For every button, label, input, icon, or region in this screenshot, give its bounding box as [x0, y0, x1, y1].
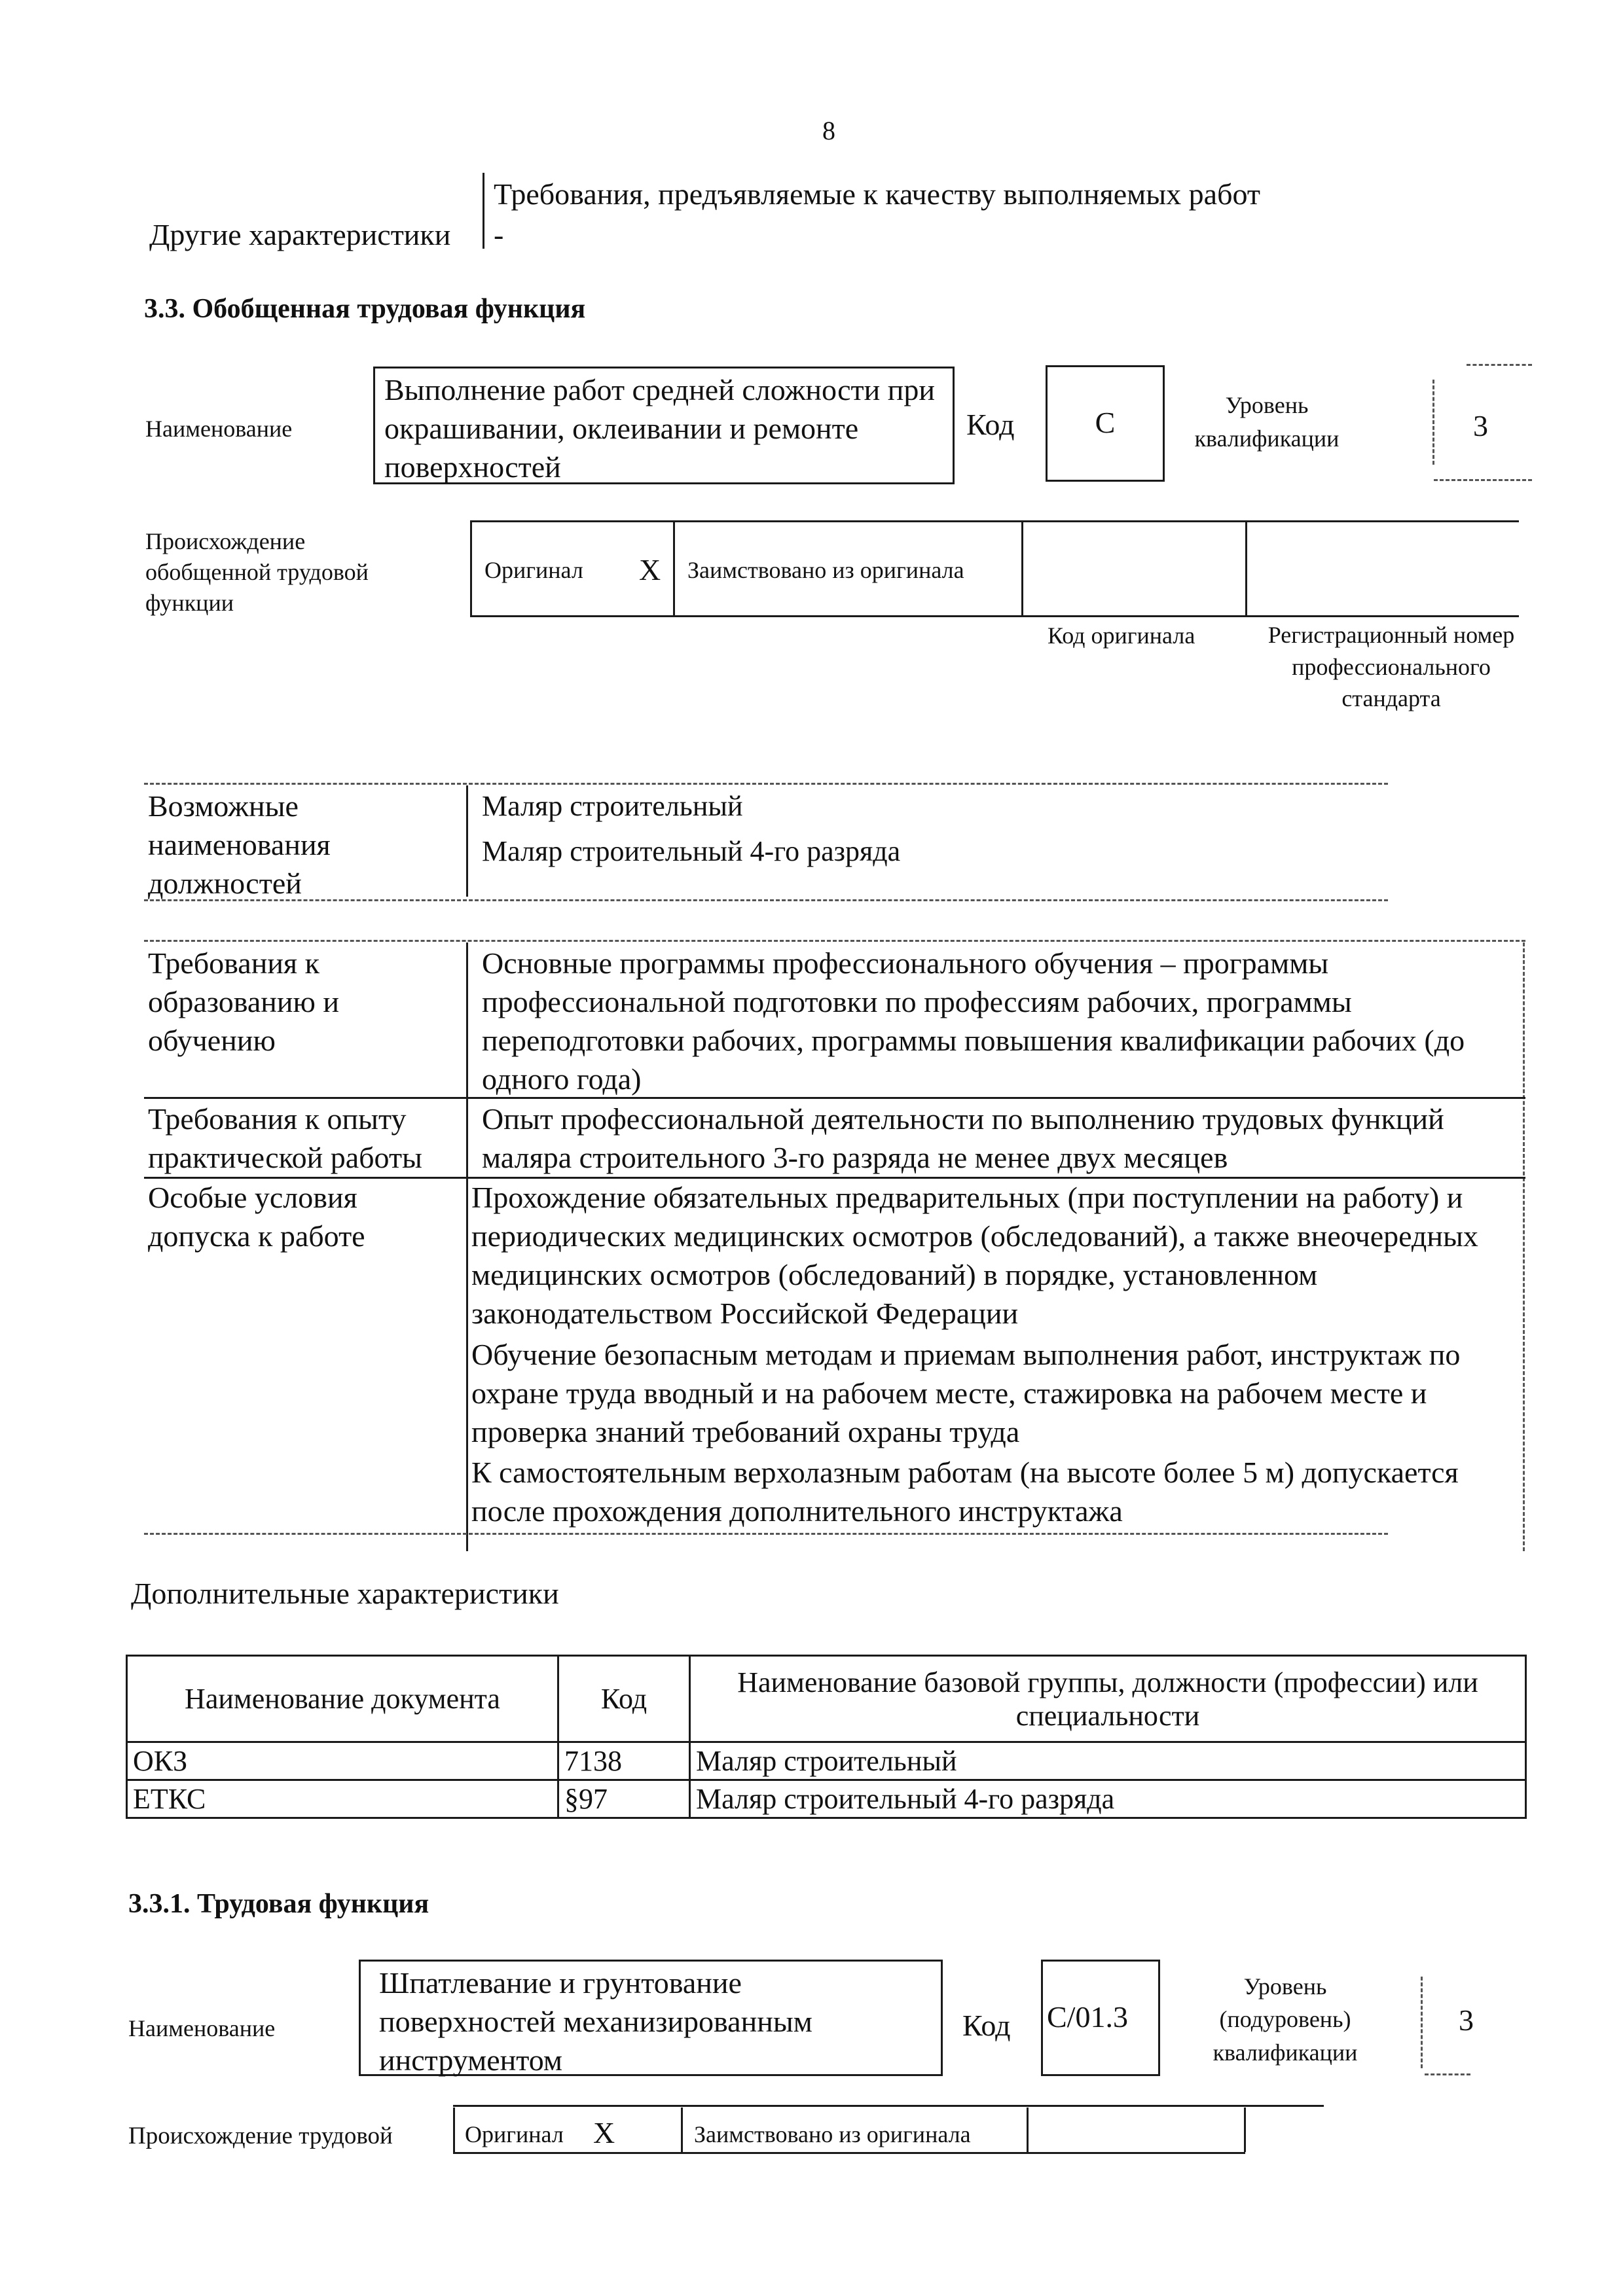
experience-label: Требования к опыту практической работы	[148, 1102, 422, 1174]
origin-vline-2	[673, 520, 675, 615]
other-characteristics-value: -	[494, 218, 504, 251]
tf-level-box-bottom	[1425, 2073, 1470, 2075]
position-item: Маляр строительный	[482, 790, 743, 822]
positions-divider	[466, 785, 468, 897]
extra-header-code: Код	[558, 1656, 690, 1742]
other-characteristics-label: Другие характеристики	[149, 218, 451, 251]
extra-header-name: Наименование базовой группы, должности (профессии) или специальности	[690, 1656, 1526, 1742]
extra-title: Дополнительные характеристики	[131, 1577, 559, 1610]
tf-origin-vline-1	[453, 2108, 455, 2152]
tf-origin-label: Происхождение трудовой	[128, 2123, 393, 2149]
table-row	[127, 1780, 1526, 1818]
gtf-code-value: C	[1095, 406, 1116, 439]
tf-level-value: 3	[1459, 2003, 1474, 2037]
gtf-heading: 3.3. Обобщенная трудовая функция	[144, 294, 586, 324]
tf-level-box-left	[1421, 1977, 1423, 2068]
tf-original-mark: X	[593, 2116, 615, 2149]
positions-top-line	[144, 783, 1388, 785]
origin-top-line	[470, 520, 1519, 522]
gtf-level-value: 3	[1473, 409, 1488, 442]
special-condition-1: Прохождение обязательных предварительных (при поступлении на работу) и периодических медицинских осмотров (обследований), а также внеочередных медицинских осмотров (обследований) в порядке, установленном законодательством Российской Федерации	[471, 1181, 1478, 1330]
gtf-original-mark: X	[639, 553, 661, 586]
tf-borrowed-label: Заимствовано из оригинала	[694, 2121, 971, 2147]
tf-origin-vline-2	[681, 2108, 683, 2152]
positions-bottom-line	[144, 899, 1388, 901]
extra-cell-name: Маляр строительный	[690, 1742, 1526, 1780]
gtf-code-label: Код	[966, 408, 1015, 441]
level-box-left	[1432, 380, 1434, 465]
tf-origin-bottom-line	[453, 2152, 1245, 2154]
tf-origin-top-line	[453, 2105, 1324, 2107]
special-conditions-label: Особые условия допуска к работе	[148, 1181, 365, 1253]
requirements-divider	[466, 942, 468, 1551]
extra-cell-document: ЕТКС	[127, 1780, 558, 1818]
origin-bottom-line	[470, 615, 1519, 617]
tf-original-label: Оригинал	[465, 2121, 564, 2147]
table-row	[127, 1742, 1526, 1780]
origin-vline-1	[470, 520, 472, 615]
position-item: Маляр строительный 4-го разряда	[482, 835, 901, 867]
positions-label: Возможные наименования должностей	[148, 789, 331, 900]
extra-cell-name: Маляр строительный 4-го разряда	[690, 1780, 1526, 1818]
tf-heading: 3.3.1. Трудовая функция	[128, 1889, 429, 1919]
gtf-name-value: Выполнение работ средней сложности при окрашивании, оклеивании и ремонте поверхностей	[384, 373, 935, 484]
requirements-top-line	[144, 940, 1525, 942]
education-bottom-line	[144, 1097, 1525, 1099]
tf-level-label: Уровень (подуровень) квалификации	[1213, 1973, 1358, 2066]
level-box-top	[1467, 364, 1532, 366]
extra-header-document: Наименование документа	[127, 1656, 558, 1742]
other-divider	[483, 173, 484, 249]
origin-vline-3	[1021, 520, 1023, 615]
extra-table-header	[127, 1656, 1526, 1742]
tf-code-value: C/01.3	[1047, 2000, 1128, 2034]
tf-origin-vline-4	[1244, 2108, 1246, 2152]
gtf-original-label: Оригинал	[484, 557, 583, 583]
gtf-level-label: Уровень квалификации	[1194, 392, 1340, 452]
tf-name-value: Шпатлевание и грунтование поверхностей механизированным инструментом	[379, 1966, 812, 2077]
gtf-name-box	[373, 367, 955, 484]
tf-code-label: Код	[962, 2009, 1011, 2042]
tf-name-box	[359, 1960, 943, 2076]
page-number: 8	[822, 116, 835, 145]
special-condition-2: Обучение безопасным методам и приемам выполнения работ, инструктаж по охране труда вводный и на рабочем месте, стажировка на рабочем месте и проверка знаний требований охраны труда	[471, 1338, 1461, 1448]
gtf-origin-label: Происхождение обобщенной трудовой функции	[145, 528, 369, 616]
extra-table	[126, 1655, 1527, 1819]
special-condition-3: К самостоятельным верхолазным работам (на высоте более 5 м) допускается после прохождения дополнительного инструктажа	[471, 1456, 1459, 1528]
experience-value: Опыт профессиональной деятельности по выполнению трудовых функций маляра строительного 3-го разряда не менее двух месяцев	[482, 1102, 1444, 1174]
extra-cell-code: 7138	[558, 1742, 690, 1780]
tf-origin-vline-3	[1027, 2108, 1029, 2152]
gtf-code-box	[1046, 365, 1165, 482]
education-value: Основные программы профессионального обучения – программы профессиональной подготовки по профессиям рабочих, программы переподготовки рабочих, программы повышения квалификации рабочих (до одного года)	[482, 946, 1465, 1096]
positions-list	[482, 787, 900, 877]
original-code-caption: Код оригинала	[1048, 622, 1195, 649]
extra-cell-code: §97	[558, 1780, 690, 1818]
extra-cell-document: ОКЗ	[127, 1742, 558, 1780]
gtf-name-label: Наименование	[145, 416, 293, 442]
tf-code-box	[1041, 1960, 1160, 2076]
requirements-bottom-line	[144, 1533, 1388, 1535]
registration-number-caption: Регистрационный номер профессионального стандарта	[1267, 622, 1515, 712]
level-box-bottom	[1434, 479, 1532, 481]
quality-requirements-header: Требования, предъявляемые к качеству выполняемых работ	[494, 177, 1261, 211]
tf-name-label: Наименование	[128, 2015, 276, 2041]
gtf-borrowed-label: Заимствовано из оригинала	[687, 557, 964, 583]
origin-vline-4	[1245, 520, 1247, 615]
education-label: Требования к образованию и обучению	[148, 946, 339, 1057]
